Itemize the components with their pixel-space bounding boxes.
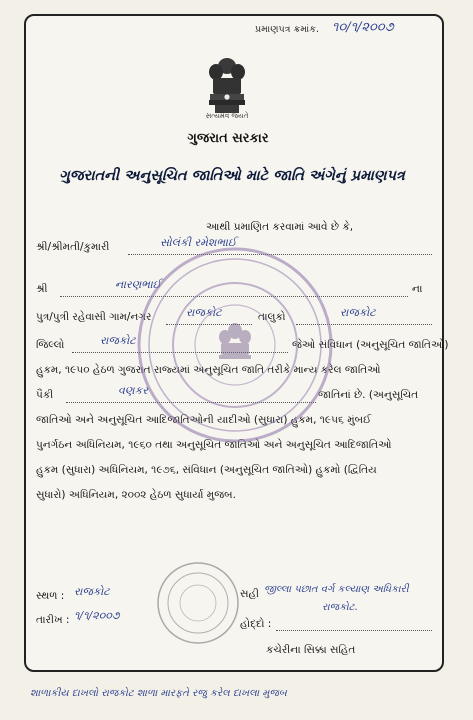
certificate-number-value: ૧૦/૧/૨૦૦૭: [332, 20, 394, 35]
district-label: જિલ્લો: [36, 339, 65, 351]
officer-city: રાજકોટ.: [322, 602, 358, 613]
taluka-dotline: [296, 324, 432, 325]
government-name: ગુજરાત સરકાર: [187, 131, 269, 146]
district-value: રાજકોટ: [100, 334, 136, 347]
caste-value: વણકર: [118, 384, 148, 397]
district-dotline: [72, 352, 288, 353]
national-emblem-icon: [205, 56, 249, 118]
resident-value: રાજકોટ: [186, 306, 222, 319]
body-line-4: પુનર્ગઠન અધિનિયમ, ૧૯૬૦ તથા અનુસૂચિત જાતિઓ અને અનુસૂચિત આદિજાતિઓ: [36, 439, 392, 451]
caste-suffix: જાતિનાં છે. (અનુસૂચિત: [318, 389, 419, 401]
place-value: રાજકોટ: [74, 585, 110, 598]
designation-dotline: [276, 630, 432, 631]
handwritten-note: શાળાકીય દાખલો રાજકોટ શાળા મારફતે રજુ કરેલ દાખલા મુજબ: [30, 688, 287, 699]
officer-title: જીલ્લા પછાત વર્ગ કલ્યાણ અધિકારી: [264, 584, 409, 595]
taluka-value: રાજકોટ: [340, 306, 376, 319]
body-line-5: હુકમ (સુધારા) અધિનિયમ, ૧૯૭૬, સંવિધાન (અનુસૂચિત જાતિઓ) હુકમો (દ્વિતિય: [36, 464, 377, 476]
father-dotline: [60, 296, 408, 297]
office-seal-note: કચેરીના સિક્કા સહિત: [266, 644, 356, 656]
place-label: સ્થળ :: [36, 590, 65, 602]
body-line-1: જેઓ સંવિધાન (અનુસૂચિત જાતિઓ): [292, 339, 449, 351]
designation-label: હોદ્દો :: [240, 618, 272, 630]
date-value: ૧/૧/૨૦૦૭: [74, 609, 120, 622]
name-value: સોલંકી રમેશભાઈ: [160, 236, 237, 249]
body-line-6: સુધારો) અધિનિયમ, ૨૦૦૨ હેઠળ સુધાર્યા મુજબ.: [36, 489, 236, 501]
caste-dotline: [66, 402, 316, 403]
taluka-label: તાલુકો: [258, 311, 286, 323]
father-suffix: ના: [412, 283, 423, 295]
signature-label: સહી: [240, 588, 259, 600]
intro-statement: આથી પ્રમાણિત કરવામાં આવે છે કે,: [206, 221, 354, 233]
certificate-title: ગુજરાતની અનુસૂચિત જાતિઓ માટે જાતિ અંગેનું પ્રમાણપત્ર: [59, 168, 405, 184]
father-value: નારણભાઈ: [115, 278, 162, 291]
certificate-number-label: પ્રમાણપત્ર ક્રમાંક.: [255, 24, 319, 35]
body-line-2: હુકમ, ૧૯૫૦ હેઠળ ગુજરાત રાજ્યમાં અનુસૂચિત જાતિ તરીકે માન્ય કરેલ જાતિઓ: [36, 364, 381, 376]
date-label: તારીખ :: [36, 614, 70, 626]
name-label: શ્રી/શ્રીમતી/કુમારી: [36, 241, 110, 253]
resident-dotline: [166, 324, 252, 325]
caste-prefix: પૈકી: [36, 389, 54, 401]
father-label: શ્રી: [36, 283, 48, 295]
emblem-motto: સત્યમેવ જયતે: [205, 112, 249, 120]
name-dotline: [128, 254, 432, 255]
body-line-3: જાતિઓ અને અનુસૂચિત આદિજાતિઓની યાદીઓ (સુધારા) હુકમ, ૧૯૫૬ મુંબઈ: [36, 414, 372, 426]
resident-label: પુત્ર/પુત્રી રહેવાસી ગામ/નગર: [36, 311, 152, 323]
